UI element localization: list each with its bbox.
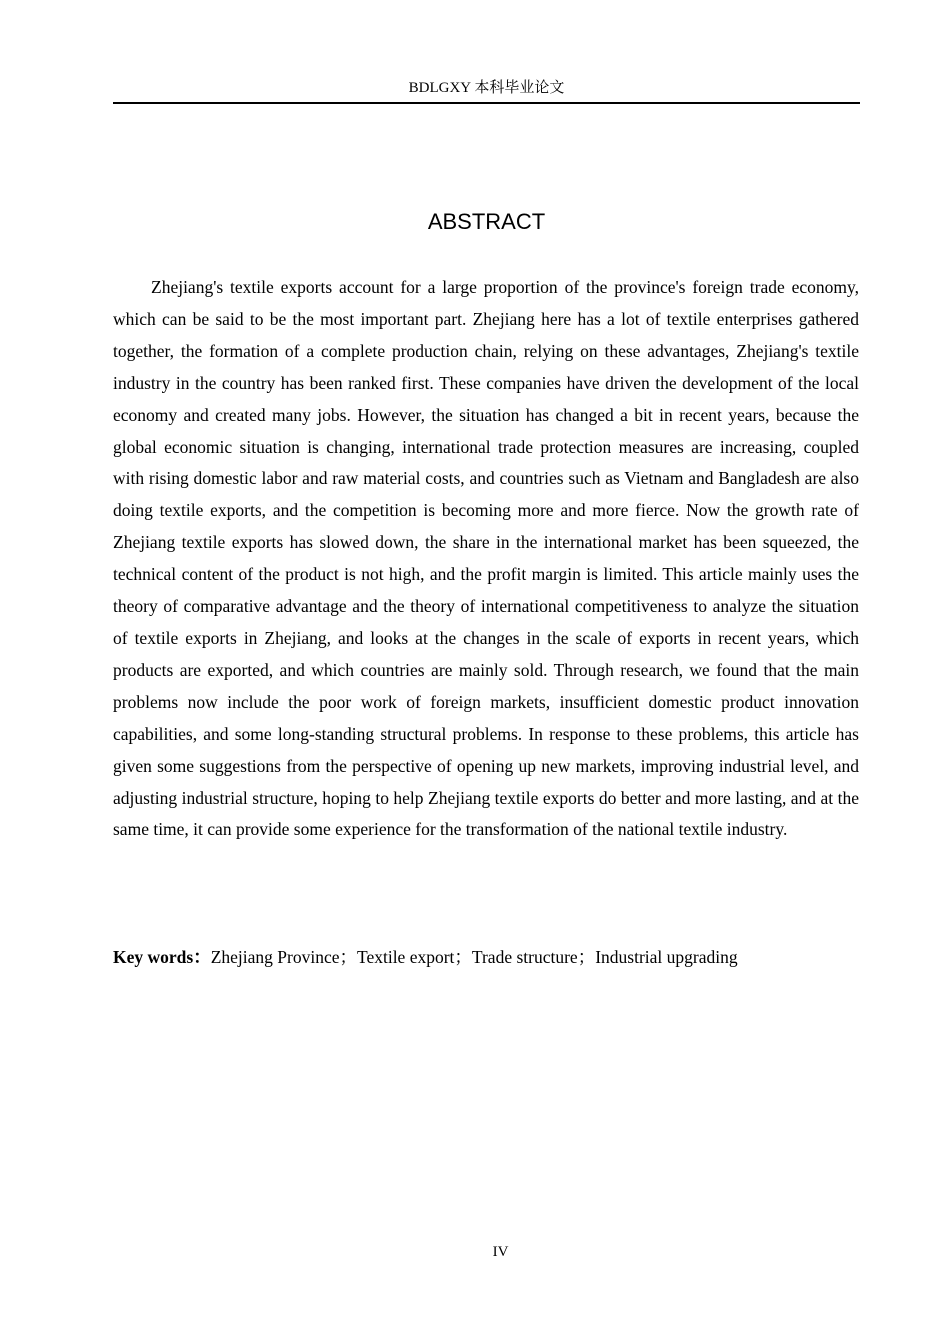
- keywords-text: Zhejiang Province；Textile export；Trade structure；Industrial upgrading: [210, 947, 738, 967]
- keywords-label: Key words：: [113, 947, 211, 967]
- page-header: BDLGXY 本科毕业论文: [113, 78, 860, 104]
- keywords-line: [113, 942, 859, 974]
- abstract-title: ABSTRACT: [427, 209, 546, 234]
- page-number: IV: [492, 1244, 509, 1260]
- abstract-body: Zhejiang's textile exports account for a large proportion of the province's foreign trade economy, which can be said to be the most important part. Zhejiang here has a lot of textile enterprises gathered together, the formation of a complete production chain, relying on these advantages, Zhejiang's textile industry in the country has been ranked first. These companies have driven the development of the local economy and created many jobs. However, the situation has changed a bit in recent years, because the global economic situation is changing, international trade protection measures are increasing, coupled with rising domestic labor and raw material costs, and countries such as Vietnam and Bangladesh are also doing textile exports, and the competition is becoming more and more fierce. Now the growth rate of Zhejiang textile exports has slowed down, the share in the international market has been squeezed, the technical content of the product is not high, and the profit margin is limited. This article mainly uses the theory of comparative advantage and the theory of international competitiveness to analyze the situation of textile exports in Zhejiang, and looks at the changes in the scale of exports in recent years, which products are exported, and which countries are mainly sold. Through research, we found that the main problems now include the poor work of foreign markets, insufficient domestic product innovation capabilities, and some long-standing structural problems. In response to these problems, this article has given some suggestions from the perspective of opening up new markets, improving industrial level, and adjusting industrial structure, hoping to help Zhejiang textile exports do better and more lasting, and at the same time, it can provide some experience for the transformation of the national textile industry.: [113, 277, 859, 840]
